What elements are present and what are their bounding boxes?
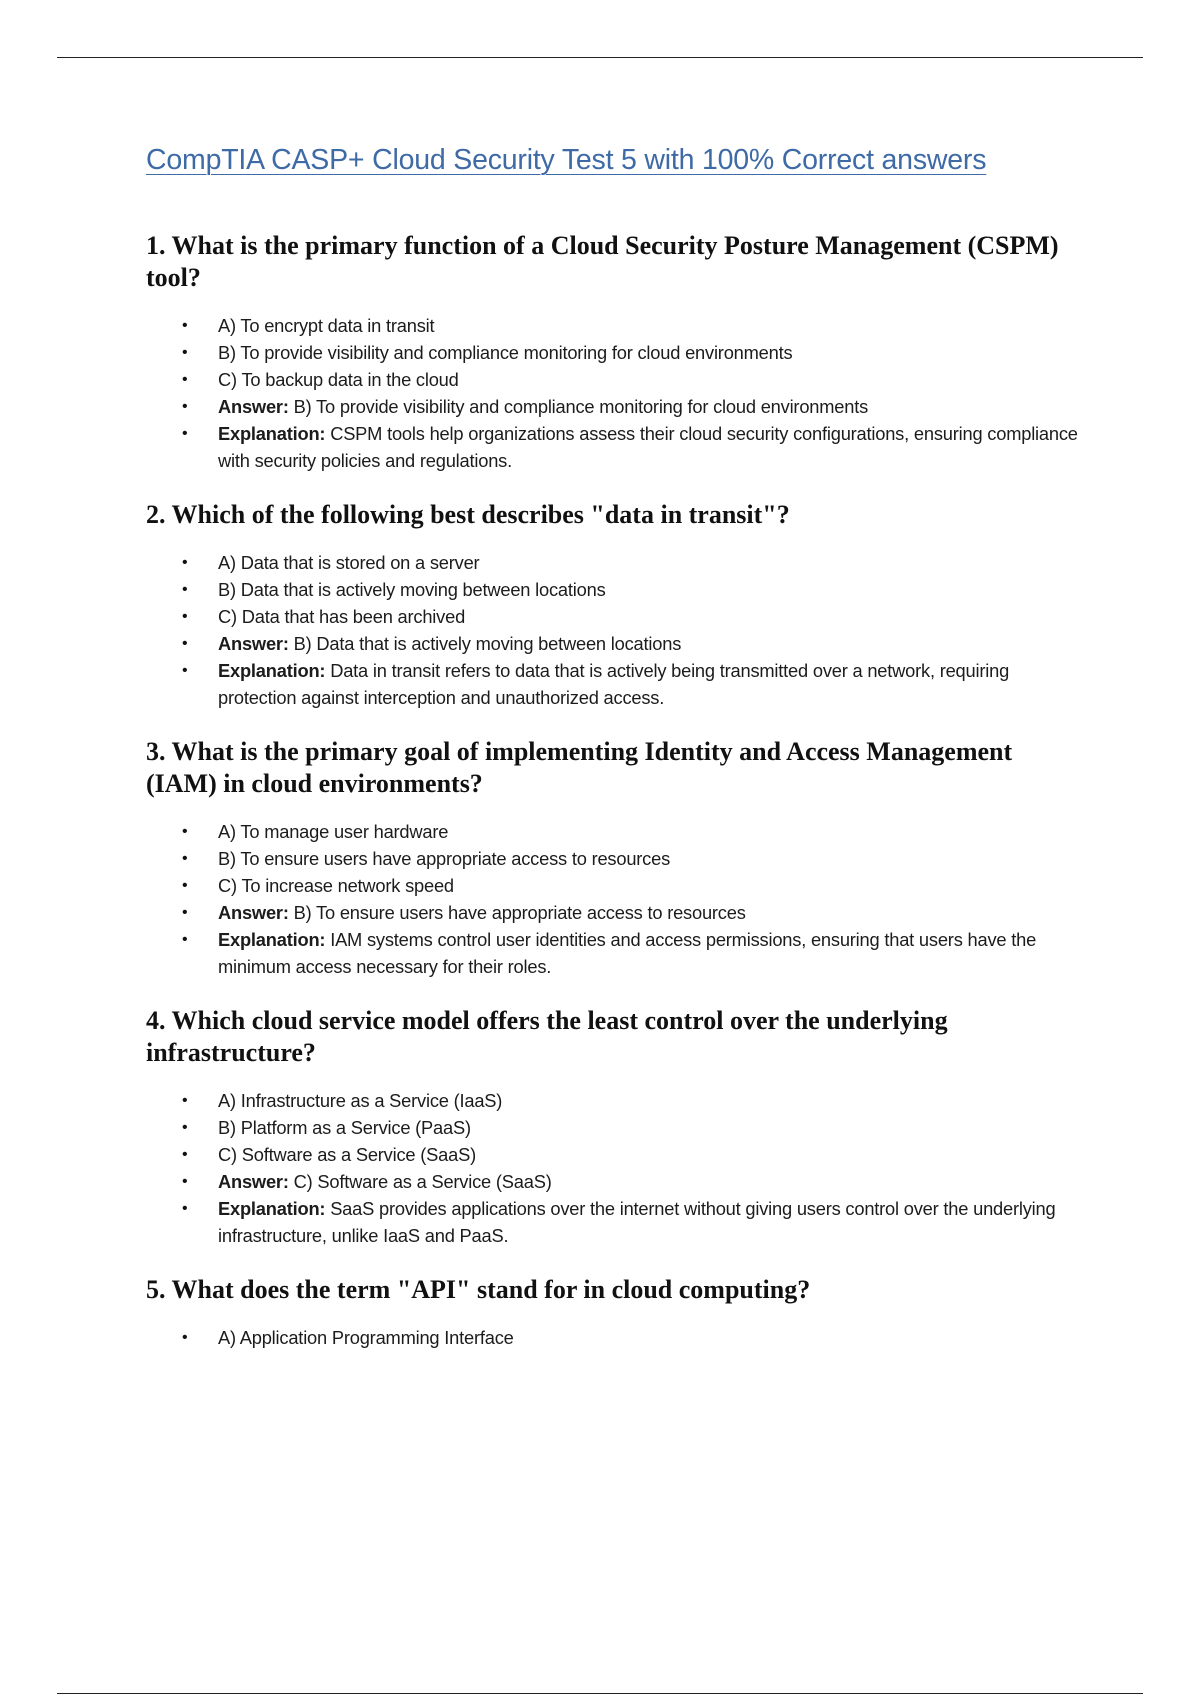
bullet-icon: • bbox=[182, 823, 188, 840]
option-text: B) Platform as a Service (PaaS) bbox=[218, 1117, 471, 1138]
option-a bbox=[146, 1324, 1086, 1351]
document-title: CompTIA CASP+ Cloud Security Test 5 with 100% Correct answers bbox=[146, 144, 987, 176]
question-3 bbox=[146, 736, 1086, 980]
options-list bbox=[146, 818, 1086, 980]
bullet-icon: • bbox=[182, 581, 188, 598]
option-c bbox=[146, 872, 1086, 899]
document-body bbox=[146, 140, 1086, 1376]
option-b bbox=[146, 576, 1086, 603]
answer-text: B) Data that is actively moving between locations bbox=[293, 633, 682, 654]
bullet-icon: • bbox=[182, 635, 188, 652]
explanation-label: Explanation: bbox=[218, 929, 326, 950]
option-text: C) To increase network speed bbox=[218, 875, 454, 896]
option-text: C) To backup data in the cloud bbox=[218, 369, 459, 390]
answer-label: Answer: bbox=[218, 902, 289, 923]
option-text: A) Data that is stored on a server bbox=[218, 552, 480, 573]
explanation-label: Explanation: bbox=[218, 660, 326, 681]
bullet-icon: • bbox=[182, 1092, 188, 1109]
question-5 bbox=[146, 1274, 1086, 1351]
options-list bbox=[146, 549, 1086, 711]
bullet-icon: • bbox=[182, 344, 188, 361]
answer-text: B) To provide visibility and compliance monitoring for cloud environments bbox=[293, 396, 869, 417]
question-heading: 5. What does the term "API" stand for in cloud computing? bbox=[146, 1275, 811, 1304]
option-text: B) To ensure users have appropriate access to resources bbox=[218, 848, 671, 869]
question-heading: 2. Which of the following best describes "data in transit"? bbox=[146, 500, 790, 529]
answer-text: B) To ensure users have appropriate access to resources bbox=[293, 902, 746, 923]
explanation-text: SaaS provides applications over the internet without giving users control over the underlying infrastructure, unlike IaaS and PaaS. bbox=[218, 1198, 1056, 1246]
explanation-text: Data in transit refers to data that is actively being transmitted over a network, requiring protection against interception and unauthorized access. bbox=[218, 660, 1010, 708]
explanation-item bbox=[146, 657, 1086, 711]
bullet-icon: • bbox=[182, 1329, 188, 1346]
option-a bbox=[146, 1087, 1086, 1114]
answer-label: Answer: bbox=[218, 1171, 289, 1192]
footer-rule bbox=[57, 1693, 1143, 1694]
option-text: A) To encrypt data in transit bbox=[218, 315, 435, 336]
bullet-icon: • bbox=[182, 877, 188, 894]
answer-label: Answer: bbox=[218, 633, 289, 654]
option-text: B) Data that is actively moving between locations bbox=[218, 579, 606, 600]
explanation-item bbox=[146, 1195, 1086, 1249]
answer-item bbox=[146, 1168, 1086, 1195]
option-b bbox=[146, 845, 1086, 872]
option-c bbox=[146, 366, 1086, 393]
bullet-icon: • bbox=[182, 1146, 188, 1163]
question-4 bbox=[146, 1005, 1086, 1249]
explanation-item bbox=[146, 926, 1086, 980]
question-2 bbox=[146, 499, 1086, 711]
bullet-icon: • bbox=[182, 1173, 188, 1190]
options-list bbox=[146, 1324, 1086, 1351]
bullet-icon: • bbox=[182, 398, 188, 415]
bullet-icon: • bbox=[182, 931, 188, 948]
bullet-icon: • bbox=[182, 850, 188, 867]
bullet-icon: • bbox=[182, 554, 188, 571]
question-1 bbox=[146, 230, 1086, 474]
option-text: C) Data that has been archived bbox=[218, 606, 466, 627]
explanation-text: CSPM tools help organizations assess their cloud security configurations, ensuring compliance with security policies and regulations. bbox=[218, 423, 1078, 471]
header-rule bbox=[57, 57, 1143, 58]
answer-item bbox=[146, 630, 1086, 657]
options-list bbox=[146, 1087, 1086, 1249]
question-heading: 1. What is the primary function of a Cloud Security Posture Management (CSPM) tool? bbox=[146, 231, 1059, 292]
bullet-icon: • bbox=[182, 904, 188, 921]
explanation-item bbox=[146, 420, 1086, 474]
option-b bbox=[146, 1114, 1086, 1141]
option-c bbox=[146, 603, 1086, 630]
question-heading: 3. What is the primary goal of implementing Identity and Access Management (IAM) in cloud environments? bbox=[146, 737, 1013, 798]
option-a bbox=[146, 818, 1086, 845]
option-a bbox=[146, 312, 1086, 339]
answer-item bbox=[146, 393, 1086, 420]
explanation-text: IAM systems control user identities and access permissions, ensuring that users have the minimum access necessary for their roles. bbox=[218, 929, 1037, 977]
answer-label: Answer: bbox=[218, 396, 289, 417]
bullet-icon: • bbox=[182, 662, 188, 679]
bullet-icon: • bbox=[182, 608, 188, 625]
explanation-label: Explanation: bbox=[218, 423, 326, 444]
bullet-icon: • bbox=[182, 425, 188, 442]
option-text: A) To manage user hardware bbox=[218, 821, 449, 842]
option-text: C) Software as a Service (SaaS) bbox=[218, 1144, 476, 1165]
option-b bbox=[146, 339, 1086, 366]
bullet-icon: • bbox=[182, 317, 188, 334]
explanation-label: Explanation: bbox=[218, 1198, 326, 1219]
question-heading: 4. Which cloud service model offers the least control over the underlying infrastructure? bbox=[146, 1006, 948, 1067]
bullet-icon: • bbox=[182, 1119, 188, 1136]
option-a bbox=[146, 549, 1086, 576]
option-text: A) Infrastructure as a Service (IaaS) bbox=[218, 1090, 503, 1111]
bullet-icon: • bbox=[182, 371, 188, 388]
answer-item bbox=[146, 899, 1086, 926]
bullet-icon: • bbox=[182, 1200, 188, 1217]
option-text: A) Application Programming Interface bbox=[218, 1327, 514, 1348]
options-list bbox=[146, 312, 1086, 474]
option-c bbox=[146, 1141, 1086, 1168]
answer-text: C) Software as a Service (SaaS) bbox=[293, 1171, 552, 1192]
option-text: B) To provide visibility and compliance monitoring for cloud environments bbox=[218, 342, 793, 363]
